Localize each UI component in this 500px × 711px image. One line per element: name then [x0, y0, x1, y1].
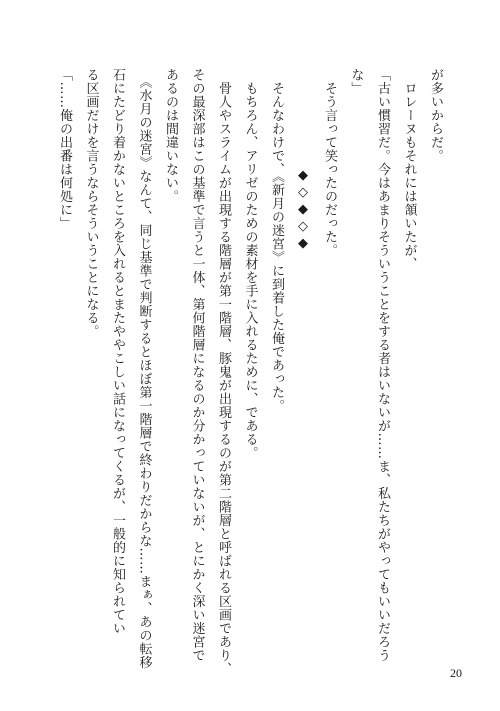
page-number: 20 [450, 666, 462, 680]
scene-separator: ◆◇◆◇◆ [295, 168, 311, 253]
text-line-3: 「古い慣習だ。今はあまりそういうことをする者はいないが……ま、私たちがやってもいいだろう [375, 68, 390, 662]
text-line-14: 《水月の迷宮》なんて、同じ基準で判断するとほぼ第一階層で終わりだからな……まぁ、あの転移 [136, 68, 152, 669]
text-line-10: もちろん、アリゼのための素材を手に入れるために、である。 [242, 68, 258, 460]
text-line-13: あるのは間違いない。 [163, 68, 178, 203]
text-line-2: ロレーヌもそれには頷いたが、 [401, 68, 417, 271]
text-line-18: 「……俺の出番は何処に」 [57, 68, 72, 230]
text-line-5: そう言って笑ったのだった。 [322, 68, 337, 257]
text-line-15: 石にたどり着かないところを入れるとまたややこしい話になってくるが、一般的に知られてい [110, 68, 125, 635]
text-line-11: 骨人やスライムが出現する階層が第一階層、豚鬼が出現するのが第二階層と呼ばれる区画であり、 [216, 68, 231, 676]
text-line-9: そんなわけで、《新月の迷宮》に到着した俺であった。 [269, 68, 284, 413]
text-line-4: な」 [348, 68, 364, 95]
text-line-1: が多いからだ。 [428, 68, 443, 163]
text-line-12: その最深部はこの基準で言うと一体、第何階層になるのか分かっていないが、とにかく深い迷宮で [189, 68, 205, 662]
vertical-text-body [51, 68, 449, 676]
text-line-16: る区画だけを言うならそういうことになる。 [83, 68, 99, 338]
